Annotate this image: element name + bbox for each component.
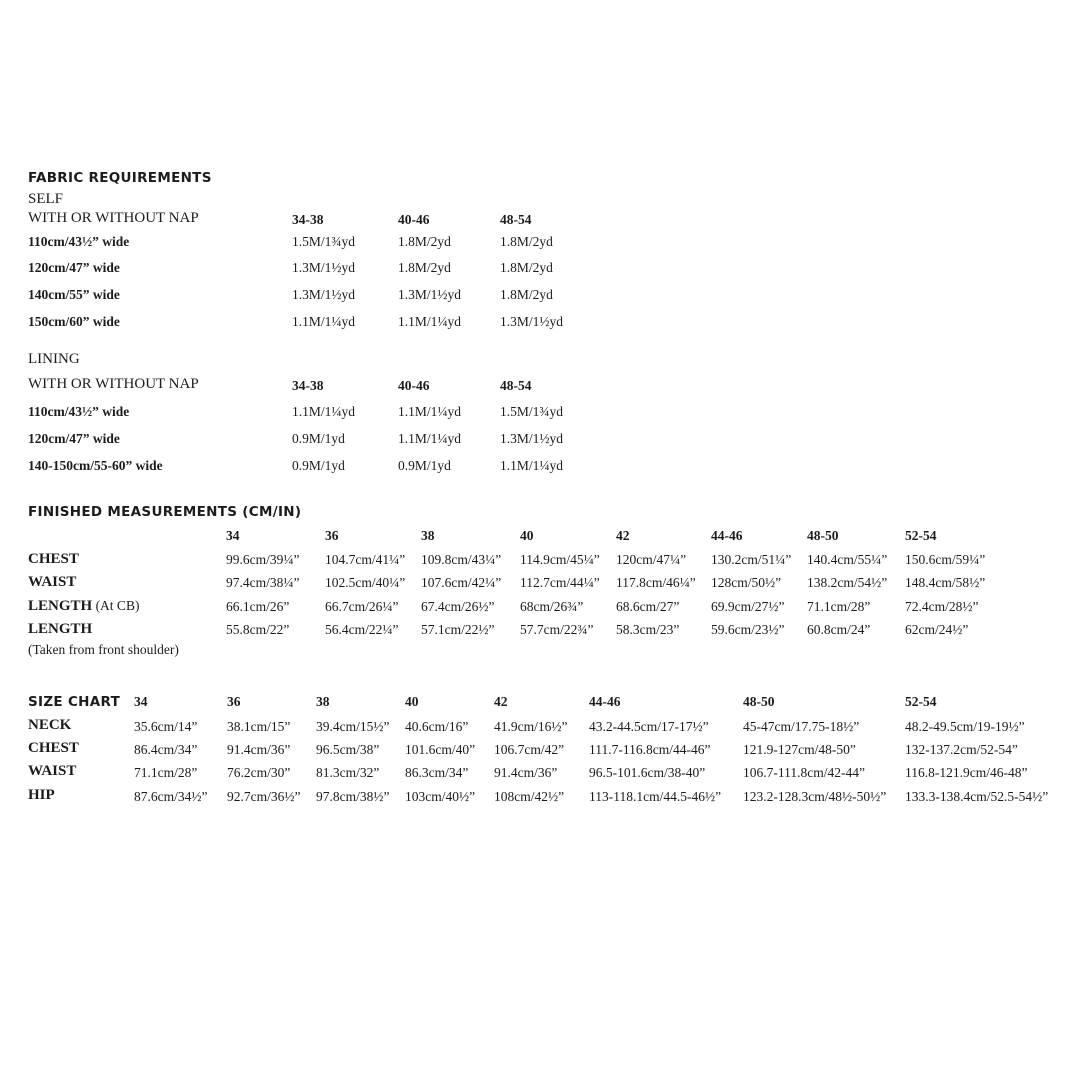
body-measure-cell: 101.6cm/40” bbox=[405, 742, 476, 757]
yardage-cell: 1.3M/1½yd bbox=[500, 314, 564, 329]
fabric-width-label: 120cm/47” wide bbox=[28, 260, 120, 275]
size-header: 42 bbox=[494, 694, 508, 709]
size-header: 36 bbox=[325, 528, 339, 543]
size-chart-title: SIZE CHART bbox=[28, 694, 121, 710]
size-header: 44-46 bbox=[711, 528, 743, 543]
yardage-cell: 1.1M/1¼yd bbox=[292, 314, 356, 329]
measurement-name: LENGTH bbox=[28, 598, 93, 614]
size-range-header: 48-54 bbox=[500, 212, 532, 227]
body-measure-cell: 48.2-49.5cm/19-19½” bbox=[905, 719, 1025, 734]
body-measure-cell: 92.7cm/36½” bbox=[227, 789, 301, 804]
measurement-cell: 112.7cm/44¼” bbox=[520, 575, 600, 590]
measurement-cell: 104.7cm/41¼” bbox=[325, 552, 406, 567]
body-measure-cell: 71.1cm/28” bbox=[134, 765, 198, 780]
body-measure-cell: 45-47cm/17.75-18½” bbox=[743, 719, 860, 734]
measurement-cell: 68cm/26¾” bbox=[520, 599, 584, 614]
yardage-cell: 0.9M/1yd bbox=[292, 458, 345, 473]
measurement-cell: 107.6cm/42¼” bbox=[421, 575, 502, 590]
size-header: 38 bbox=[421, 528, 435, 543]
yardage-cell: 1.1M/1¼yd bbox=[398, 431, 462, 446]
body-measure-cell: 91.4cm/36” bbox=[494, 765, 558, 780]
body-measure-cell: 81.3cm/32” bbox=[316, 765, 380, 780]
body-measure-cell: 35.6cm/14” bbox=[134, 719, 198, 734]
yardage-cell: 1.8M/2yd bbox=[398, 234, 451, 249]
yardage-cell: 1.5M/1¾yd bbox=[500, 404, 564, 419]
size-range-header: 34-38 bbox=[292, 212, 324, 227]
measurement-cell: 66.7cm/26¼” bbox=[325, 599, 399, 614]
fabric-requirements-title: FABRIC REQUIREMENTS bbox=[28, 170, 212, 186]
size-range-header: 40-46 bbox=[398, 212, 430, 227]
measurement-cell: 62cm/24½” bbox=[905, 622, 969, 637]
size-header: 40 bbox=[405, 694, 419, 709]
yardage-cell: 1.8M/2yd bbox=[500, 234, 553, 249]
measurement-cell: 114.9cm/45¼” bbox=[520, 552, 600, 567]
measurement-name: CHEST bbox=[28, 551, 79, 567]
body-measure-cell: 40.6cm/16” bbox=[405, 719, 469, 734]
measurement-cell: 55.8cm/22” bbox=[226, 622, 290, 637]
yardage-cell: 0.9M/1yd bbox=[398, 458, 451, 473]
size-header: 38 bbox=[316, 694, 330, 709]
measurement-cell: 56.4cm/22¼” bbox=[325, 622, 399, 637]
body-measure-cell: 76.2cm/30” bbox=[227, 765, 291, 780]
measurement-name: LENGTH bbox=[28, 621, 93, 637]
fabric-width-label: 120cm/47” wide bbox=[28, 431, 120, 446]
body-measure-cell: 103cm/40½” bbox=[405, 789, 476, 804]
yardage-cell: 1.3M/1½yd bbox=[292, 260, 356, 275]
measurement-cell: 97.4cm/38¼” bbox=[226, 575, 300, 590]
measurement-cell: 69.9cm/27½” bbox=[711, 599, 785, 614]
finished-note: (Taken from front shoulder) bbox=[28, 642, 179, 657]
measurement-cell: 66.1cm/26” bbox=[226, 599, 290, 614]
body-measure-cell: 43.2-44.5cm/17-17½” bbox=[589, 719, 709, 734]
measurement-cell: 99.6cm/39¼” bbox=[226, 552, 300, 567]
yardage-cell: 1.1M/1¼yd bbox=[398, 314, 462, 329]
body-measure-cell: 132-137.2cm/52-54” bbox=[905, 742, 1018, 757]
size-header: 42 bbox=[616, 528, 630, 543]
yardage-cell: 1.3M/1½yd bbox=[292, 287, 356, 302]
yardage-cell: 0.9M/1yd bbox=[292, 431, 345, 446]
body-measure-cell: 96.5-101.6cm/38-40” bbox=[589, 765, 706, 780]
body-measure-cell: 106.7cm/42” bbox=[494, 742, 565, 757]
body-measure-label: WAIST bbox=[28, 763, 77, 779]
body-measure-cell: 87.6cm/34½” bbox=[134, 789, 208, 804]
body-measure-cell: 133.3-138.4cm/52.5-54½” bbox=[905, 789, 1049, 804]
body-measure-cell: 108cm/42½” bbox=[494, 789, 565, 804]
body-measure-label: CHEST bbox=[28, 740, 79, 756]
measurement-cell: 57.7cm/22¾” bbox=[520, 622, 594, 637]
fabric-width-label: 110cm/43½” wide bbox=[28, 234, 130, 249]
size-header: 48-50 bbox=[807, 528, 839, 543]
body-measure-cell: 38.1cm/15” bbox=[227, 719, 291, 734]
body-measure-cell: 97.8cm/38½” bbox=[316, 789, 390, 804]
finished-measurements-title: FINISHED MEASUREMENTS (CM/IN) bbox=[28, 504, 302, 520]
measurement-cell: 72.4cm/28½” bbox=[905, 599, 979, 614]
body-measure-cell: 39.4cm/15½” bbox=[316, 719, 390, 734]
size-range-header: 34-38 bbox=[292, 378, 324, 393]
measurement-cell: 128cm/50½” bbox=[711, 575, 782, 590]
measurement-cell: 58.3cm/23” bbox=[616, 622, 680, 637]
measurement-cell: 130.2cm/51¼” bbox=[711, 552, 792, 567]
measurement-cell: 120cm/47¼” bbox=[616, 552, 687, 567]
body-measure-cell: 113-118.1cm/44.5-46½” bbox=[589, 789, 722, 804]
fabric-width-label: 150cm/60” wide bbox=[28, 314, 120, 329]
measurement-cell: 60.8cm/24” bbox=[807, 622, 871, 637]
measurement-cell: 67.4cm/26½” bbox=[421, 599, 495, 614]
lining-label: LINING bbox=[28, 351, 80, 367]
measurement-cell: 71.1cm/28” bbox=[807, 599, 871, 614]
yardage-cell: 1.3M/1½yd bbox=[500, 431, 564, 446]
size-header: 40 bbox=[520, 528, 534, 543]
measurement-cell: 140.4cm/55¼” bbox=[807, 552, 888, 567]
measurement-cell: 57.1cm/22½” bbox=[421, 622, 495, 637]
size-header: 34 bbox=[226, 528, 240, 543]
yardage-cell: 1.8M/2yd bbox=[500, 287, 553, 302]
body-measure-cell: 86.4cm/34” bbox=[134, 742, 198, 757]
yardage-cell: 1.3M/1½yd bbox=[398, 287, 462, 302]
fabric-width-label: 140cm/55” wide bbox=[28, 287, 120, 302]
fabric-width-label: 140-150cm/55-60” wide bbox=[28, 458, 163, 473]
measurement-label bbox=[28, 573, 76, 591]
body-measure-cell: 111.7-116.8cm/44-46” bbox=[589, 742, 711, 757]
size-header: 52-54 bbox=[905, 694, 937, 709]
body-measure-cell: 96.5cm/38” bbox=[316, 742, 380, 757]
yardage-cell: 1.1M/1¼yd bbox=[292, 404, 356, 419]
yardage-cell: 1.1M/1¼yd bbox=[398, 404, 462, 419]
measurement-cell: 138.2cm/54½” bbox=[807, 575, 888, 590]
measurement-cell: 117.8cm/46¼” bbox=[616, 575, 696, 590]
measurement-label bbox=[28, 620, 92, 638]
measurement-cell: 59.6cm/23½” bbox=[711, 622, 785, 637]
measurement-cell: 109.8cm/43¼” bbox=[421, 552, 502, 567]
size-range-header: 40-46 bbox=[398, 378, 430, 393]
body-measure-cell: 116.8-121.9cm/46-48” bbox=[905, 765, 1028, 780]
size-header: 48-50 bbox=[743, 694, 775, 709]
size-range-header: 48-54 bbox=[500, 378, 532, 393]
body-measure-cell: 41.9cm/16½” bbox=[494, 719, 568, 734]
size-header: 34 bbox=[134, 694, 148, 709]
measurement-cell: 150.6cm/59¼” bbox=[905, 552, 986, 567]
measurement-cell: 148.4cm/58½” bbox=[905, 575, 986, 590]
yardage-cell: 1.1M/1¼yd bbox=[500, 458, 564, 473]
body-measure-cell: 106.7-111.8cm/42-44” bbox=[743, 765, 865, 780]
size-header: 36 bbox=[227, 694, 241, 709]
size-header: 52-54 bbox=[905, 528, 937, 543]
body-measure-cell: 123.2-128.3cm/48½-50½” bbox=[743, 789, 887, 804]
nap-header: WITH OR WITHOUT NAP bbox=[28, 210, 199, 226]
body-measure-cell: 86.3cm/34” bbox=[405, 765, 469, 780]
body-measure-label: NECK bbox=[28, 717, 72, 733]
body-measure-label: HIP bbox=[28, 787, 55, 803]
size-header: 44-46 bbox=[589, 694, 621, 709]
yardage-cell: 1.5M/1¾yd bbox=[292, 234, 356, 249]
body-measure-cell: 91.4cm/36” bbox=[227, 742, 291, 757]
yardage-cell: 1.8M/2yd bbox=[500, 260, 553, 275]
nap-header: WITH OR WITHOUT NAP bbox=[28, 376, 199, 392]
measurement-qualifier: (At CB) bbox=[92, 598, 140, 613]
measurement-cell: 102.5cm/40¼” bbox=[325, 575, 406, 590]
measurement-label bbox=[28, 550, 79, 568]
measurement-name: WAIST bbox=[28, 574, 77, 590]
yardage-cell: 1.8M/2yd bbox=[398, 260, 451, 275]
measurement-cell: 68.6cm/27” bbox=[616, 599, 680, 614]
measurement-label bbox=[28, 597, 139, 615]
fabric-width-label: 110cm/43½” wide bbox=[28, 404, 130, 419]
self-label: SELF bbox=[28, 191, 64, 207]
body-measure-cell: 121.9-127cm/48-50” bbox=[743, 742, 856, 757]
